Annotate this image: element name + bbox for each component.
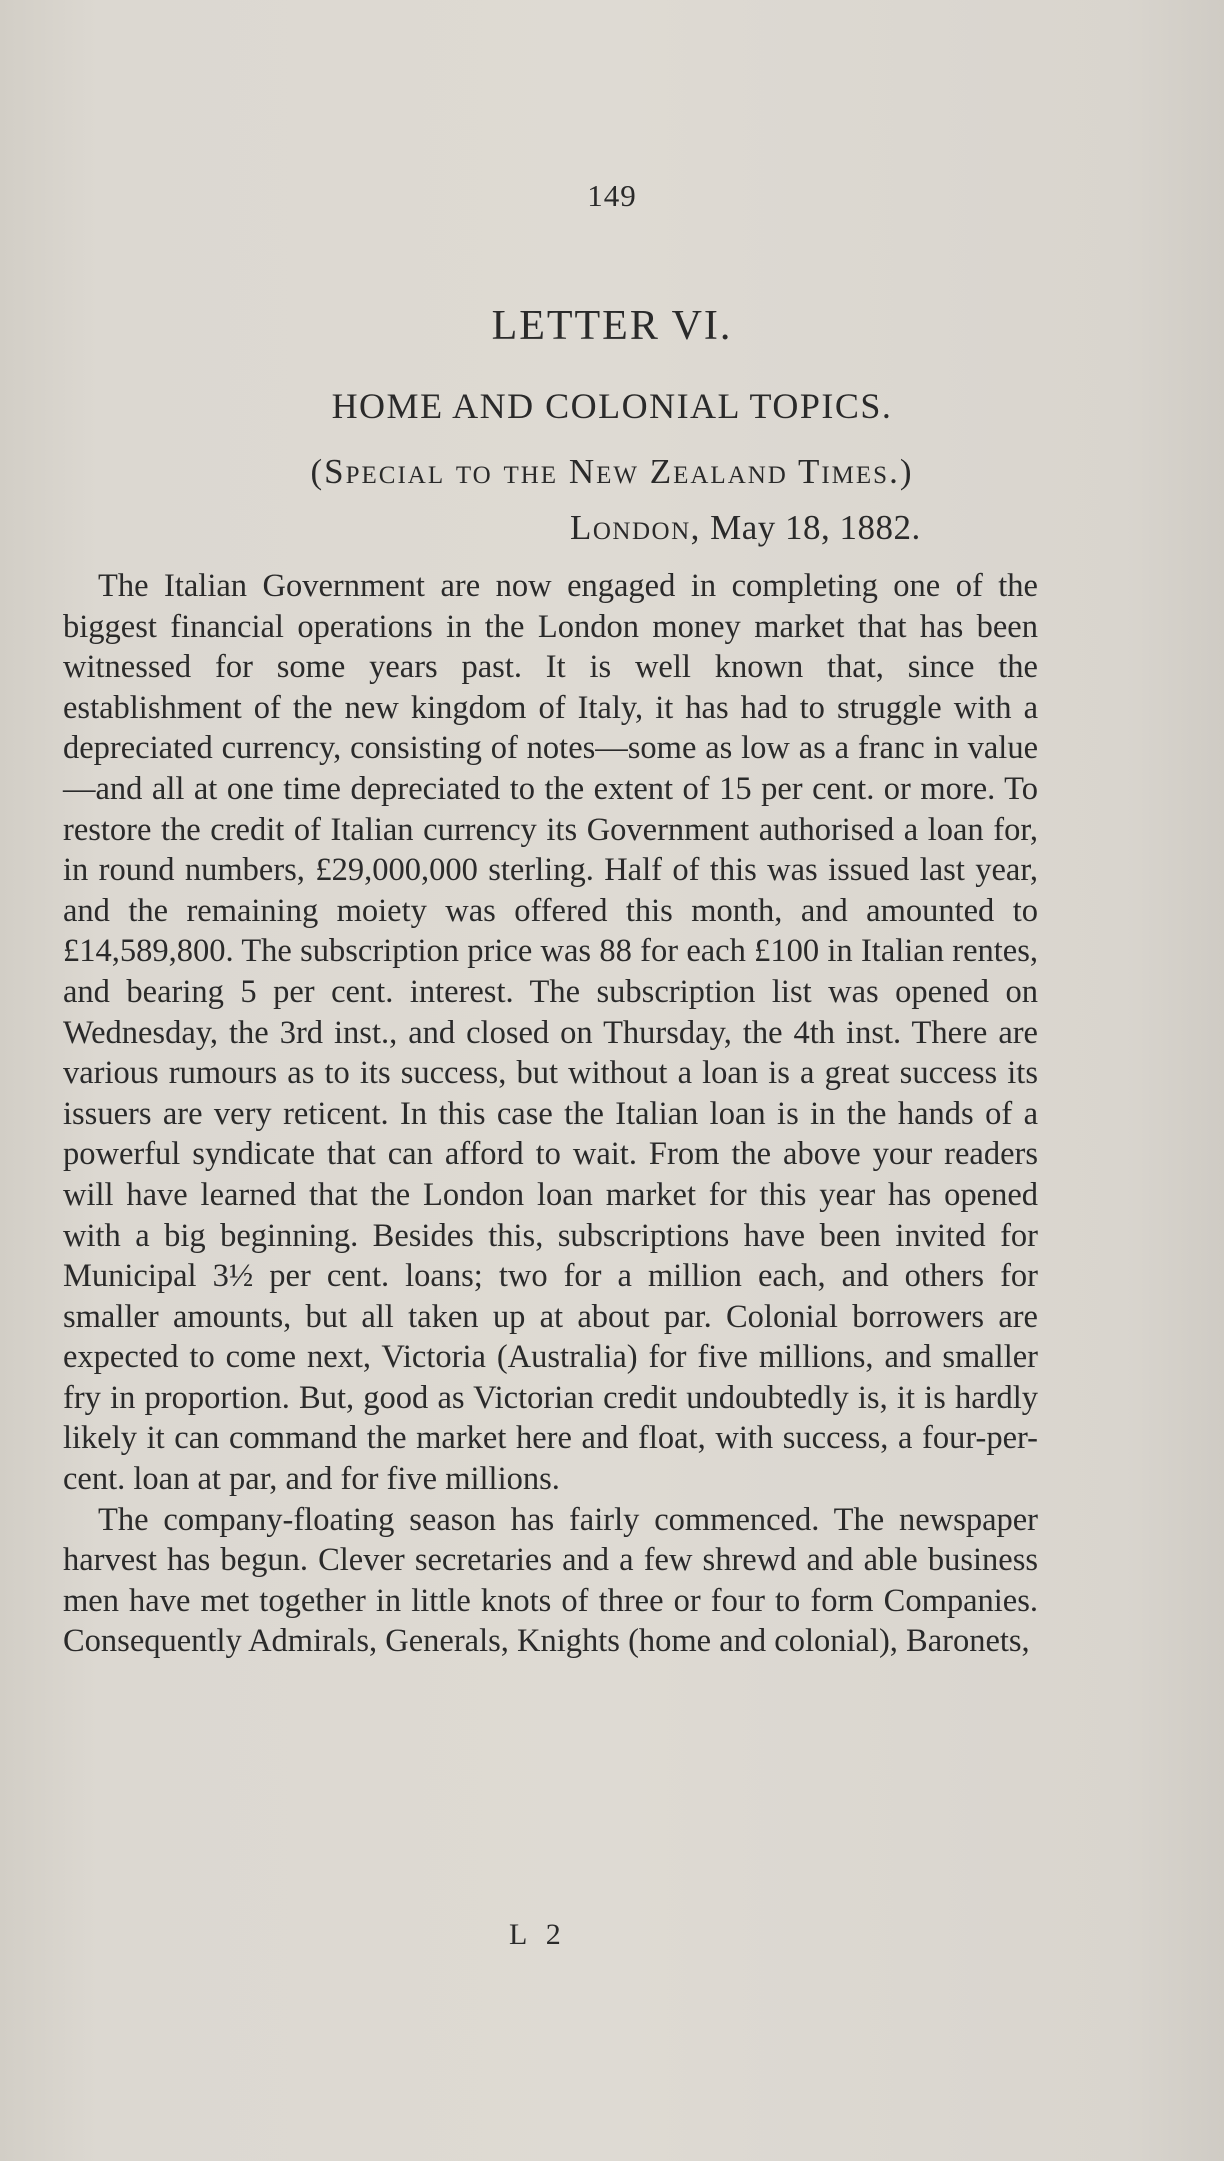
dateline-date: May 18, 1882. — [710, 508, 921, 547]
letter-title: LETTER VI. — [491, 303, 733, 349]
body-text — [63, 566, 1038, 1662]
signature-mark: L 2 — [509, 1918, 567, 1951]
page-number: 149 — [587, 178, 637, 213]
paragraph-1: The Italian Government are now engaged in completing one of the biggest financial operations in the London money market that has been witnessed for some years past. It is well known that, since the establishment of the new kingdom of Italy, it has had to struggle with a depreciated currency, consisting of notes—some as low as a franc in value—and all at one time depreciated to the extent of 15 per cent. or more. To restore the credit of Italian currency its Government authorised a loan for, in round numbers, £29,000,000 sterling. Half of this was issued last year, and the remaining moiety was offered this month, and amounted to £14,589,800. The subscription price was 88 for each £100 in Italian rentes, and bearing 5 per cent. interest. The subscription list was opened on Wednesday, the 3rd inst., and closed on Thursday, the 4th inst. There are various rumours as to its success, but without a loan is a great success its issuers are very reticent. In this case the Italian loan is in the hands of a powerful syndicate that can afford to wait. From the above your readers will have learned that the London loan market for this year has opened with a big beginning. Besides this, subscriptions have been invited for Municipal 3½ per cent. loans; two for a million each, and others for smaller amounts, but all taken up at about par. Colonial borrowers are expected to come next, Victoria (Australia) for five millions, and smaller fry in proportion. But, good as Victorian credit undoubtedly is, it is hardly likely it can command the market here and float, with success, a four-per-cent. loan at par, and for five millions. — [63, 568, 1038, 1498]
dateline-city: London, — [570, 508, 701, 547]
paragraph-2: The company-floating season has fairly commenced. The newspaper harvest has begun. Clever secretaries and a few shrewd and able business men have met together in little knots of three or four to form Companies. Consequently Admirals, Generals, Knights (home and colonial), Baronets, — [63, 1501, 1038, 1660]
dateline — [570, 508, 921, 548]
byline: (Special to the New Zealand Times.) — [310, 452, 914, 491]
section-title: HOME AND COLONIAL TOPICS. — [331, 386, 893, 426]
